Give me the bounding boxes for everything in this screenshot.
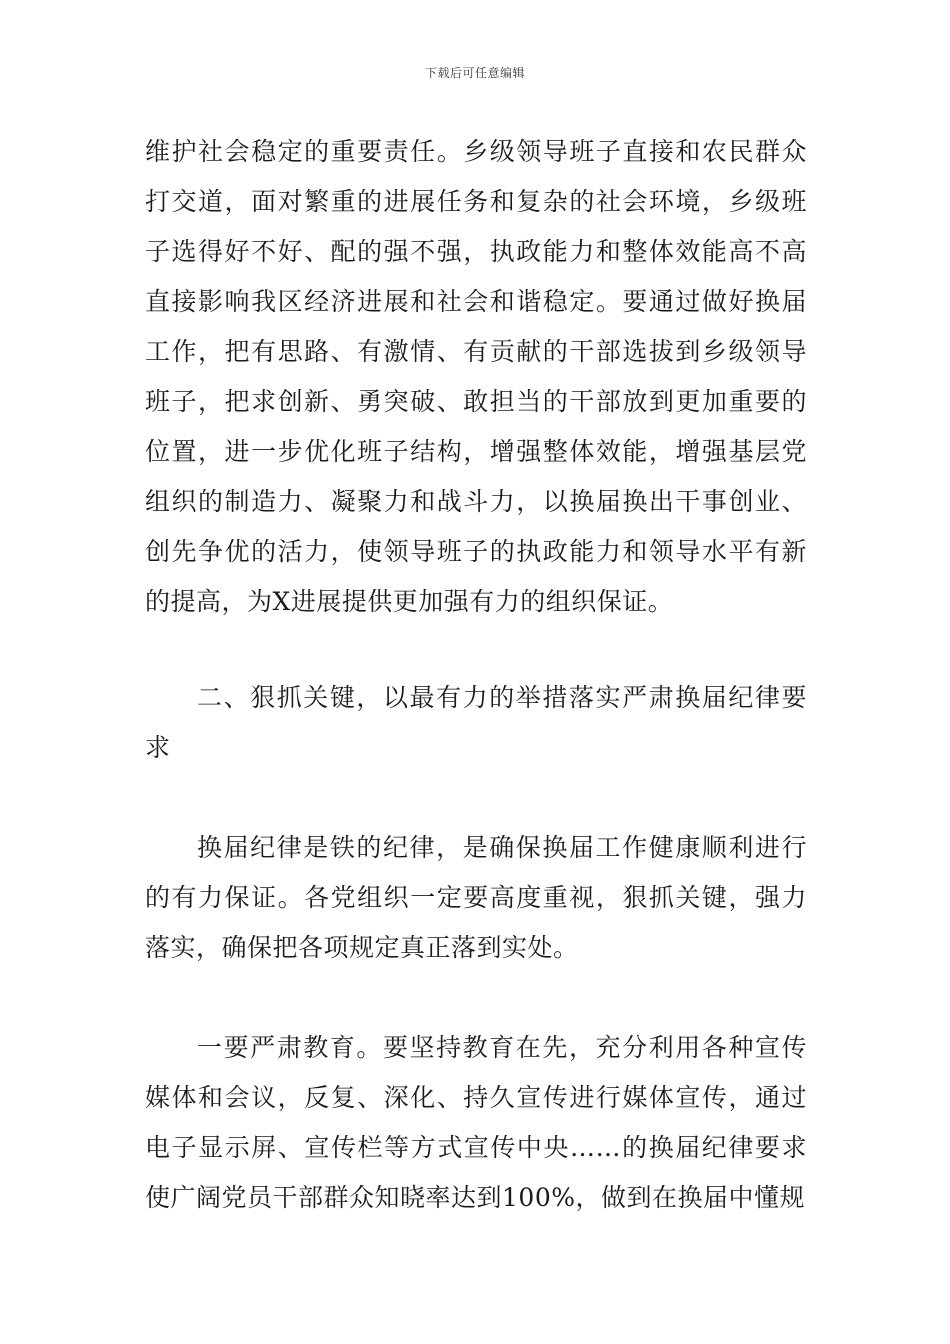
header-note: 下载后可任意编辑 [424,66,525,80]
body-paragraph: 一要严肃教育。要坚持教育在先，充分利用各种宣传媒体和会议，反复、深化、持久宣传进行媒体宣传，通过电子显示屏、宣传栏等方式宣传中央……的换届纪律要求使广阔党员干部群众知晓率达到100%，做到在换届中懂规 [145,1033,807,1212]
body-paragraph: 换届纪律是铁的纪律，是确保换届工作健康顺利进行的有力保证。各党组织一定要高度重视，狠抓关键，强力落实，确保把各项规定真正落到实处。 [145,833,807,962]
section-heading: 二、狠抓关键，以最有力的举措落实严肃换届纪律要求 [145,683,807,762]
body-paragraph: 维护社会稳定的重要责任。乡级领导班子直接和农民群众打交道，面对繁重的进展任务和复杂的社会环境，乡级班子选得好不好、配的强不强，执政能力和整体效能高不高直接影响我区经济进展和社会和谐稳定。要通过做好换届工作，把有思路、有激情、有贡献的干部选拔到乡级领导班子，把求创新、勇突破、敢担当的干部放到更加重要的位置，进一步优化班子结构，增强整体效能，增强基层党组织的制造力、凝聚力和战斗力，以换届换出干事创业、创先争优的活力，使领导班子的执政能力和领导水平有新的提高，为X进展提供更加强有力的组织保证。 [145,137,807,616]
